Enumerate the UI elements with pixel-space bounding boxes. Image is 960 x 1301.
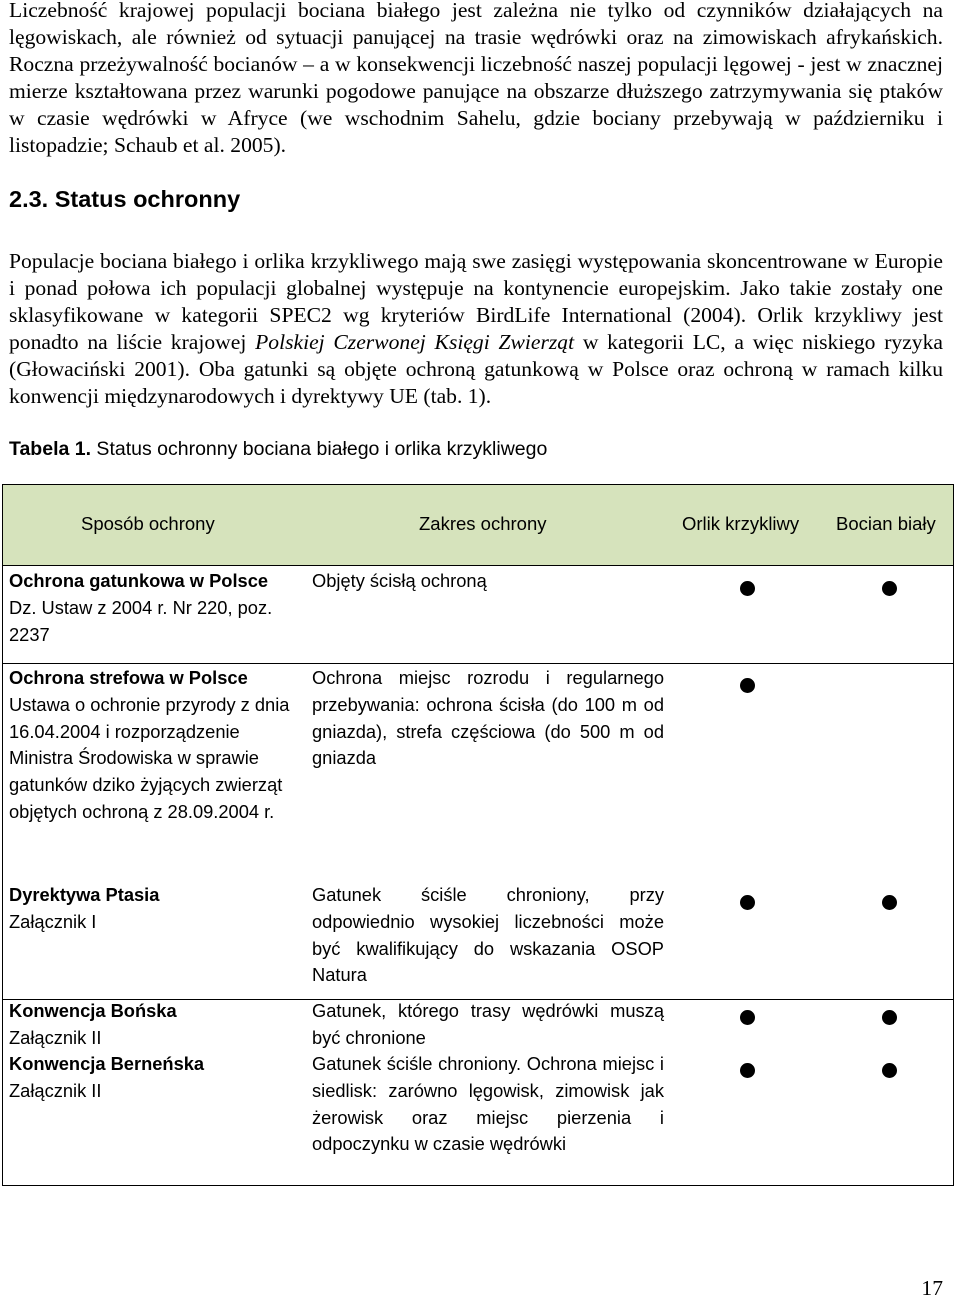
table-caption-text: Status ochronny bociana białego i orlika krzykliwego bbox=[91, 438, 548, 460]
method-cell bbox=[9, 998, 294, 1052]
table-row bbox=[3, 880, 953, 1000]
method-title: Ochrona gatunkowa w Polsce bbox=[9, 570, 269, 591]
method-detail: Ustawa o ochronie przyrody z dnia 16.04.2004 i rozporządzenie Ministra Środowiska w sprawie gatunków dziko żyjących zwierząt objętych ochroną z 28.09.2004 r. bbox=[9, 693, 290, 822]
table-row bbox=[3, 1000, 953, 1054]
scope-cell: Ochrona miejsc rozrodu i regularnego przebywania: ochrona ścisła (do 100 m od gniazda), strefa częściowa (do 500 m od gniazda bbox=[312, 667, 664, 769]
bocian-protected-dot bbox=[882, 581, 897, 596]
orlik-protected-dot bbox=[740, 678, 755, 693]
scope-cell: Objęty ścisłą ochroną bbox=[312, 570, 487, 591]
header-orlik: Orlik krzykliwy bbox=[682, 513, 800, 534]
header-method: Sposób ochrony bbox=[81, 513, 215, 534]
header-scope: Zakres ochrony bbox=[419, 513, 547, 534]
orlik-protected-dot bbox=[740, 1063, 755, 1078]
method-detail: Załącznik I bbox=[9, 910, 97, 932]
method-detail: Załącznik II bbox=[9, 1026, 102, 1048]
scope-cell: Gatunek ściśle chroniony, przy odpowiednio wysokiej liczebności może być kwalifikujący do wskazania OSOP Natura bbox=[312, 884, 664, 986]
scope-cell: Gatunek, którego trasy wędrówki muszą być chronione bbox=[312, 1000, 664, 1048]
table-caption-label: Tabela 1. bbox=[9, 438, 92, 460]
protection-status-table bbox=[2, 484, 954, 1186]
page-number: 17 bbox=[921, 1276, 943, 1300]
body-text-part1: Populacje bociana białego i orlika krzykliwego mają swe zasięgi występowania skoncentrowane w Europie i ponad połowa ich populacji globalnej występuje na kontynencie europejskim. Jako takie zostały one sklasyfikowane w kategorii SPEC2 wg kryteriów BirdLife International (2004). Orlik krzykliwy jest ponadto na liście krajowej bbox=[9, 249, 943, 355]
intro-paragraph: Liczebność krajowej populacji bociana białego jest zależna nie tylko od czynników działających na lęgowiskach, ale również od sytuacji panującej na trasie wędrówki oraz na zimowiskach afrykańskich. Roczna przeżywalność bocianów – a w konsekwencji liczebność naszej populacji lęgowej - jest w znacznej mierze kształtowana przez warunki pogodowe panujące na obszarze dłuższego zatrzymywania się ptaków w czasie wędrówki w Afryce (we wschodnim Sahelu, gdzie bociany przebywają w październiku i listopadzie; Schaub et al. 2005). bbox=[9, 0, 943, 158]
section-heading: 2.3. Status ochronny bbox=[9, 186, 241, 212]
bocian-protected-dot bbox=[882, 895, 897, 910]
table-row bbox=[3, 566, 953, 664]
body-text-part2: w kategorii LC, a więc niskiego ryzyka (Głowaciński 2001). Oba gatunki są objęte ochroną gatunkową w Polsce oraz ochroną w ramach kilku konwencji międzynarodowych i dyrektywy UE (tab. 1). bbox=[9, 330, 943, 409]
method-cell bbox=[9, 568, 294, 648]
red-book-title: Polskiej Czerwonej Księgi Zwierząt bbox=[255, 330, 575, 355]
method-cell bbox=[9, 665, 294, 826]
bocian-protected-dot bbox=[882, 1010, 897, 1025]
table-row bbox=[3, 1054, 953, 1185]
bocian-protected-dot bbox=[882, 1063, 897, 1078]
scope-cell: Gatunek ściśle chroniony. Ochrona miejsc i siedlisk: zarówno lęgowisk, zimowisk jak żerowisk oraz miejsc pierzenia i odpoczynku w czasie wędrówki bbox=[312, 1053, 664, 1155]
method-cell bbox=[9, 1051, 294, 1105]
body-paragraph bbox=[9, 248, 943, 411]
orlik-protected-dot bbox=[740, 1010, 755, 1025]
method-detail: Załącznik II bbox=[9, 1079, 102, 1101]
method-cell bbox=[9, 882, 294, 936]
method-title: Konwencja Bońska bbox=[9, 1000, 177, 1021]
method-title: Dyrektywa Ptasia bbox=[9, 884, 160, 905]
method-detail: Dz. Ustaw z 2004 r. Nr 220, poz. 2237 bbox=[9, 596, 273, 645]
table-row bbox=[3, 664, 953, 880]
orlik-protected-dot bbox=[740, 895, 755, 910]
orlik-protected-dot bbox=[740, 581, 755, 596]
table-caption bbox=[9, 438, 547, 461]
method-title: Konwencja Berneńska bbox=[9, 1053, 205, 1074]
table-header-row bbox=[3, 485, 953, 566]
header-bocian: Bocian biały bbox=[836, 513, 936, 534]
method-title: Ochrona strefowa w Polsce bbox=[9, 667, 248, 688]
